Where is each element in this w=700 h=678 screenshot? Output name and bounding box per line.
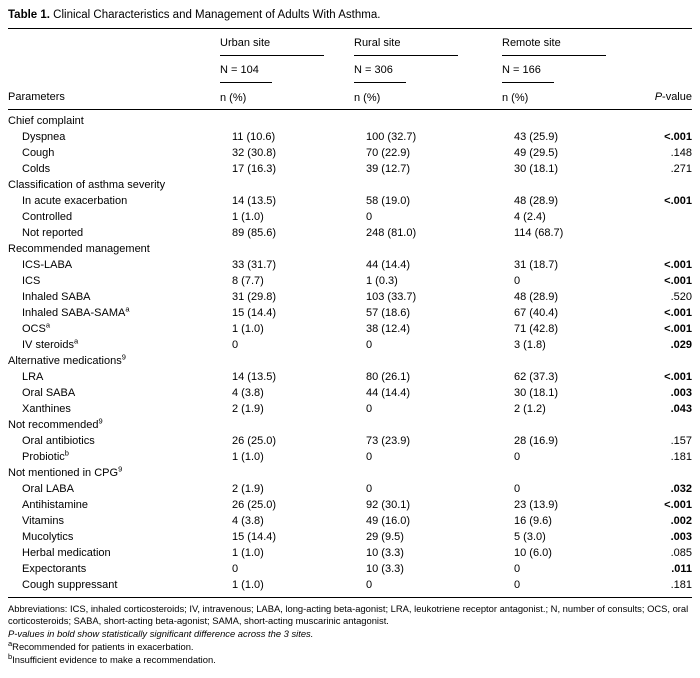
- rural-value: 39 (12.7): [366, 163, 411, 175]
- rural-value: 49 (16.0): [366, 515, 411, 527]
- urban-value: 0: [232, 339, 239, 351]
- urban-value: 31 (29.8): [232, 291, 277, 303]
- pvalue-label-rest: -value: [662, 91, 692, 103]
- urban-value: 26 (25.0): [232, 499, 277, 511]
- urban-value: 4 (3.8): [232, 387, 264, 399]
- parameter-cell: [8, 561, 220, 577]
- remote-site-unit: n (%): [502, 92, 529, 104]
- parameter-footnote-marker: a: [45, 320, 51, 330]
- rural-value: 0: [366, 579, 373, 591]
- table-title: [8, 8, 692, 22]
- rural-value: 0: [366, 339, 373, 351]
- table-row: [8, 257, 692, 273]
- parameter-label: LRA: [22, 371, 44, 383]
- parameter-cell: [8, 577, 220, 593]
- urban-value: 0: [232, 563, 239, 575]
- table-row: [8, 497, 692, 513]
- pvalue-cell: .157: [670, 435, 692, 447]
- pvalue-cell: <.001: [664, 499, 692, 511]
- parameter-cell: [8, 273, 220, 289]
- remote-value: 0: [514, 579, 521, 591]
- pvalue-note: P-values in bold show statistically significant difference across the 3 sites.: [8, 628, 314, 639]
- remote-value: 28 (16.9): [514, 435, 559, 447]
- pvalue-cell: <.001: [664, 275, 692, 287]
- section-header-label: Not recommended: [8, 419, 99, 431]
- table-row: [8, 513, 692, 529]
- remote-value: 0: [514, 275, 521, 287]
- column-header-remote: [502, 36, 624, 105]
- pvalue-cell: .181: [670, 579, 692, 591]
- parameter-label: Expectorants: [22, 563, 87, 575]
- section-footnote-marker: 9: [98, 416, 103, 426]
- table-row: [8, 401, 692, 417]
- parameter-cell: [8, 385, 220, 401]
- table-number: Table 1.: [8, 9, 50, 21]
- table-row: [8, 321, 692, 337]
- pvalue-cell: .029: [670, 339, 692, 351]
- urban-value: 1 (1.0): [232, 323, 264, 335]
- pvalue-cell: .003: [670, 531, 692, 543]
- rural-value: 29 (9.5): [366, 531, 404, 543]
- remote-value: 43 (25.9): [514, 131, 559, 143]
- parameter-cell: [8, 433, 220, 449]
- remote-value: 0: [514, 483, 521, 495]
- section-header-label: Alternative medications: [8, 355, 122, 367]
- parameter-footnote-marker: b: [64, 448, 69, 458]
- rural-site-n: N = 306: [354, 64, 406, 83]
- remote-value: 16 (9.6): [514, 515, 552, 527]
- table-row: [8, 449, 692, 465]
- parameter-cell: [8, 257, 220, 273]
- table-row: [8, 129, 692, 145]
- footnotes: [8, 598, 692, 666]
- parameter-cell: [8, 225, 220, 241]
- pvalue-cell: .002: [670, 515, 692, 527]
- parameter-cell: [8, 529, 220, 545]
- parameter-cell: [8, 497, 220, 513]
- rural-value: 10 (3.3): [366, 563, 404, 575]
- table-header: [8, 29, 692, 109]
- parameter-label: Dyspnea: [22, 131, 66, 143]
- urban-value: 17 (16.3): [232, 163, 277, 175]
- abbreviations-note: Abbreviations: ICS, inhaled corticosteroids; IV, intravenous; LABA, long-acting beta-agonist; LRA, leukotriene receptor antagonist.; N, number of consults; OCS, oral corticosteroids; SABA, short-acting beta-agonist; SAMA, short-acting muscarinic antagonist.: [8, 603, 689, 626]
- column-header-pvalue: [624, 36, 692, 105]
- remote-value: 4 (2.4): [514, 211, 546, 223]
- table-body: [8, 110, 692, 597]
- remote-value: 0: [514, 451, 521, 463]
- section-header: [8, 417, 692, 433]
- remote-value: 3 (1.8): [514, 339, 546, 351]
- remote-value: 71 (42.8): [514, 323, 559, 335]
- table-row: [8, 305, 692, 321]
- parameter-label: Antihistamine: [22, 499, 89, 511]
- remote-value: 48 (28.9): [514, 291, 559, 303]
- parameter-label: In acute exacerbation: [22, 195, 128, 207]
- remote-value: 30 (18.1): [514, 387, 559, 399]
- footnote-b-marker: b: [8, 651, 13, 661]
- section-header: [8, 353, 692, 369]
- remote-site-n: N = 166: [502, 64, 554, 83]
- column-header-parameters: [8, 36, 220, 105]
- parameter-footnote-marker: a: [73, 336, 79, 346]
- urban-value: 4 (3.8): [232, 515, 264, 527]
- table-row: [8, 561, 692, 577]
- table-row: [8, 209, 692, 225]
- section-header-row: [8, 417, 692, 433]
- parameter-cell: [8, 401, 220, 417]
- rural-value: 103 (33.7): [366, 291, 417, 303]
- pvalue-cell: [624, 225, 692, 241]
- table-row: [8, 289, 692, 305]
- urban-value: 89 (85.6): [232, 227, 277, 239]
- column-header-rural: [354, 36, 502, 105]
- section-header-row: [8, 241, 692, 257]
- rural-value: 80 (26.1): [366, 371, 411, 383]
- rural-value: 248 (81.0): [366, 227, 417, 239]
- section-header: [8, 113, 692, 129]
- table-row: [8, 577, 692, 593]
- pvalue-cell: .085: [670, 547, 692, 559]
- rural-value: 70 (22.9): [366, 147, 411, 159]
- footnote-a-text: Recommended for patients in exacerbation.: [12, 641, 194, 652]
- parameter-label: Oral LABA: [22, 483, 74, 495]
- urban-value: 32 (30.8): [232, 147, 277, 159]
- pvalue-cell: <.001: [664, 371, 692, 383]
- table-row: [8, 225, 692, 241]
- footnote-b: [8, 651, 692, 666]
- pvalue-cell: <.001: [664, 195, 692, 207]
- section-footnote-marker: 9: [118, 464, 123, 474]
- remote-value: 30 (18.1): [514, 163, 559, 175]
- pvalue-cell: .032: [670, 483, 692, 495]
- rural-site-label: Rural site: [354, 36, 458, 56]
- parameter-cell: [8, 305, 220, 321]
- pvalue-cell: <.001: [664, 323, 692, 335]
- remote-value: 31 (18.7): [514, 259, 559, 271]
- urban-value: 14 (13.5): [232, 195, 277, 207]
- section-header: [8, 241, 692, 257]
- column-header-urban: [220, 36, 354, 105]
- rural-value: 0: [366, 483, 373, 495]
- pvalue-cell: .003: [670, 387, 692, 399]
- pvalue-cell: <.001: [664, 307, 692, 319]
- urban-value: 2 (1.9): [232, 403, 264, 415]
- section-header-label: Classification of asthma severity: [8, 179, 166, 191]
- rural-value: 0: [366, 403, 373, 415]
- section-header-label: Chief complaint: [8, 115, 84, 127]
- pvalue-cell: .520: [670, 291, 692, 303]
- section-header: [8, 465, 692, 481]
- urban-value: 26 (25.0): [232, 435, 277, 447]
- urban-value: 1 (1.0): [232, 547, 264, 559]
- urban-site-unit: n (%): [220, 92, 247, 104]
- urban-value: 1 (1.0): [232, 211, 264, 223]
- section-header-label: Recommended management: [8, 243, 150, 255]
- urban-site-n: N = 104: [220, 64, 272, 83]
- urban-value: 8 (7.7): [232, 275, 264, 287]
- parameter-label: Mucolytics: [22, 531, 74, 543]
- rural-value: 38 (12.4): [366, 323, 411, 335]
- parameters-label: Parameters: [8, 91, 65, 103]
- parameter-label: Controlled: [22, 211, 73, 223]
- rural-value: 0: [366, 451, 373, 463]
- parameter-label: Xanthines: [22, 403, 71, 415]
- rural-value: 10 (3.3): [366, 547, 404, 559]
- remote-value: 5 (3.0): [514, 531, 546, 543]
- section-footnote-marker: 9: [121, 352, 126, 362]
- parameter-label: OCS: [22, 323, 46, 335]
- section-header: [8, 177, 692, 193]
- parameter-label: Inhaled SABA-SAMA: [22, 307, 126, 319]
- parameter-cell: [8, 321, 220, 337]
- pvalue-cell: .181: [670, 451, 692, 463]
- urban-value: 33 (31.7): [232, 259, 277, 271]
- rural-value: 73 (23.9): [366, 435, 411, 447]
- parameter-label: Cough suppressant: [22, 579, 118, 591]
- parameter-label: Cough: [22, 147, 55, 159]
- table-row: [8, 369, 692, 385]
- pvalue-cell: .011: [671, 563, 692, 575]
- remote-site-label: Remote site: [502, 36, 606, 56]
- rural-value: 44 (14.4): [366, 387, 411, 399]
- remote-value: 67 (40.4): [514, 307, 559, 319]
- section-header-row: [8, 353, 692, 369]
- rural-value: 44 (14.4): [366, 259, 411, 271]
- parameter-footnote-marker: a: [125, 304, 130, 314]
- rural-value: 1 (0.3): [366, 275, 398, 287]
- parameter-cell: [8, 145, 220, 161]
- pvalue-cell: <.001: [664, 259, 692, 271]
- pvalue-cell: [624, 209, 692, 225]
- urban-value: 14 (13.5): [232, 371, 277, 383]
- parameter-label: Herbal medication: [22, 547, 111, 559]
- rural-site-unit: n (%): [354, 92, 381, 104]
- parameter-label: Colds: [22, 163, 51, 175]
- table-row: [8, 161, 692, 177]
- remote-value: 2 (1.2): [514, 403, 546, 415]
- parameter-cell: [8, 369, 220, 385]
- rural-value: 0: [366, 211, 373, 223]
- rural-value: 92 (30.1): [366, 499, 411, 511]
- parameter-label: ICS-LABA: [22, 259, 73, 271]
- table-row: [8, 337, 692, 353]
- table-row: [8, 545, 692, 561]
- remote-value: 10 (6.0): [514, 547, 552, 559]
- table-row: [8, 273, 692, 289]
- pvalue-cell: .148: [670, 147, 692, 159]
- parameter-cell: [8, 289, 220, 305]
- urban-value: 1 (1.0): [232, 451, 264, 463]
- parameter-cell: [8, 209, 220, 225]
- parameter-label: Oral antibiotics: [22, 435, 95, 447]
- table-row: [8, 529, 692, 545]
- parameter-cell: [8, 161, 220, 177]
- urban-value: 15 (14.4): [232, 307, 277, 319]
- parameter-label: Probiotic: [22, 451, 65, 463]
- parameter-label: Not reported: [22, 227, 84, 239]
- rural-value: 58 (19.0): [366, 195, 411, 207]
- urban-site-label: Urban site: [220, 36, 324, 56]
- pvalue-label-p: P: [654, 91, 663, 103]
- section-header-row: [8, 113, 692, 129]
- parameter-label: ICS: [22, 275, 41, 287]
- parameter-label: Vitamins: [22, 515, 64, 527]
- table-row: [8, 481, 692, 497]
- section-header-row: [8, 465, 692, 481]
- parameter-label: Oral SABA: [22, 387, 76, 399]
- parameter-cell: [8, 337, 220, 353]
- urban-value: 1 (1.0): [232, 579, 264, 591]
- parameter-label: IV steroids: [22, 339, 74, 351]
- table-row: [8, 433, 692, 449]
- pvalue-cell: .043: [670, 403, 692, 415]
- remote-value: 23 (13.9): [514, 499, 559, 511]
- remote-value: 48 (28.9): [514, 195, 559, 207]
- urban-value: 2 (1.9): [232, 483, 264, 495]
- section-header-row: [8, 177, 692, 193]
- footnote-a: [8, 638, 692, 653]
- rural-value: 57 (18.6): [366, 307, 411, 319]
- parameter-label: Inhaled SABA: [22, 291, 91, 303]
- parameter-cell: [8, 481, 220, 497]
- remote-value: 0: [514, 563, 521, 575]
- parameter-cell: [8, 545, 220, 561]
- urban-value: 15 (14.4): [232, 531, 277, 543]
- table-caption: Clinical Characteristics and Management of Adults With Asthma.: [53, 9, 381, 21]
- remote-value: 62 (37.3): [514, 371, 559, 383]
- parameter-cell: [8, 449, 220, 465]
- rural-value: 100 (32.7): [366, 131, 417, 143]
- footnote-a-marker: a: [8, 638, 13, 648]
- urban-value: 11 (10.6): [232, 131, 276, 143]
- table-row: [8, 145, 692, 161]
- parameter-cell: [8, 129, 220, 145]
- parameter-cell: [8, 513, 220, 529]
- remote-value: 49 (29.5): [514, 147, 559, 159]
- table-row: [8, 193, 692, 209]
- table-row: [8, 385, 692, 401]
- remote-value: 114 (68.7): [514, 227, 564, 239]
- section-header-label: Not mentioned in CPG: [8, 467, 119, 479]
- pvalue-cell: <.001: [664, 131, 692, 143]
- parameter-cell: [8, 193, 220, 209]
- pvalue-cell: .271: [670, 163, 692, 175]
- footnote-b-text: Insufficient evidence to make a recommendation.: [12, 654, 216, 665]
